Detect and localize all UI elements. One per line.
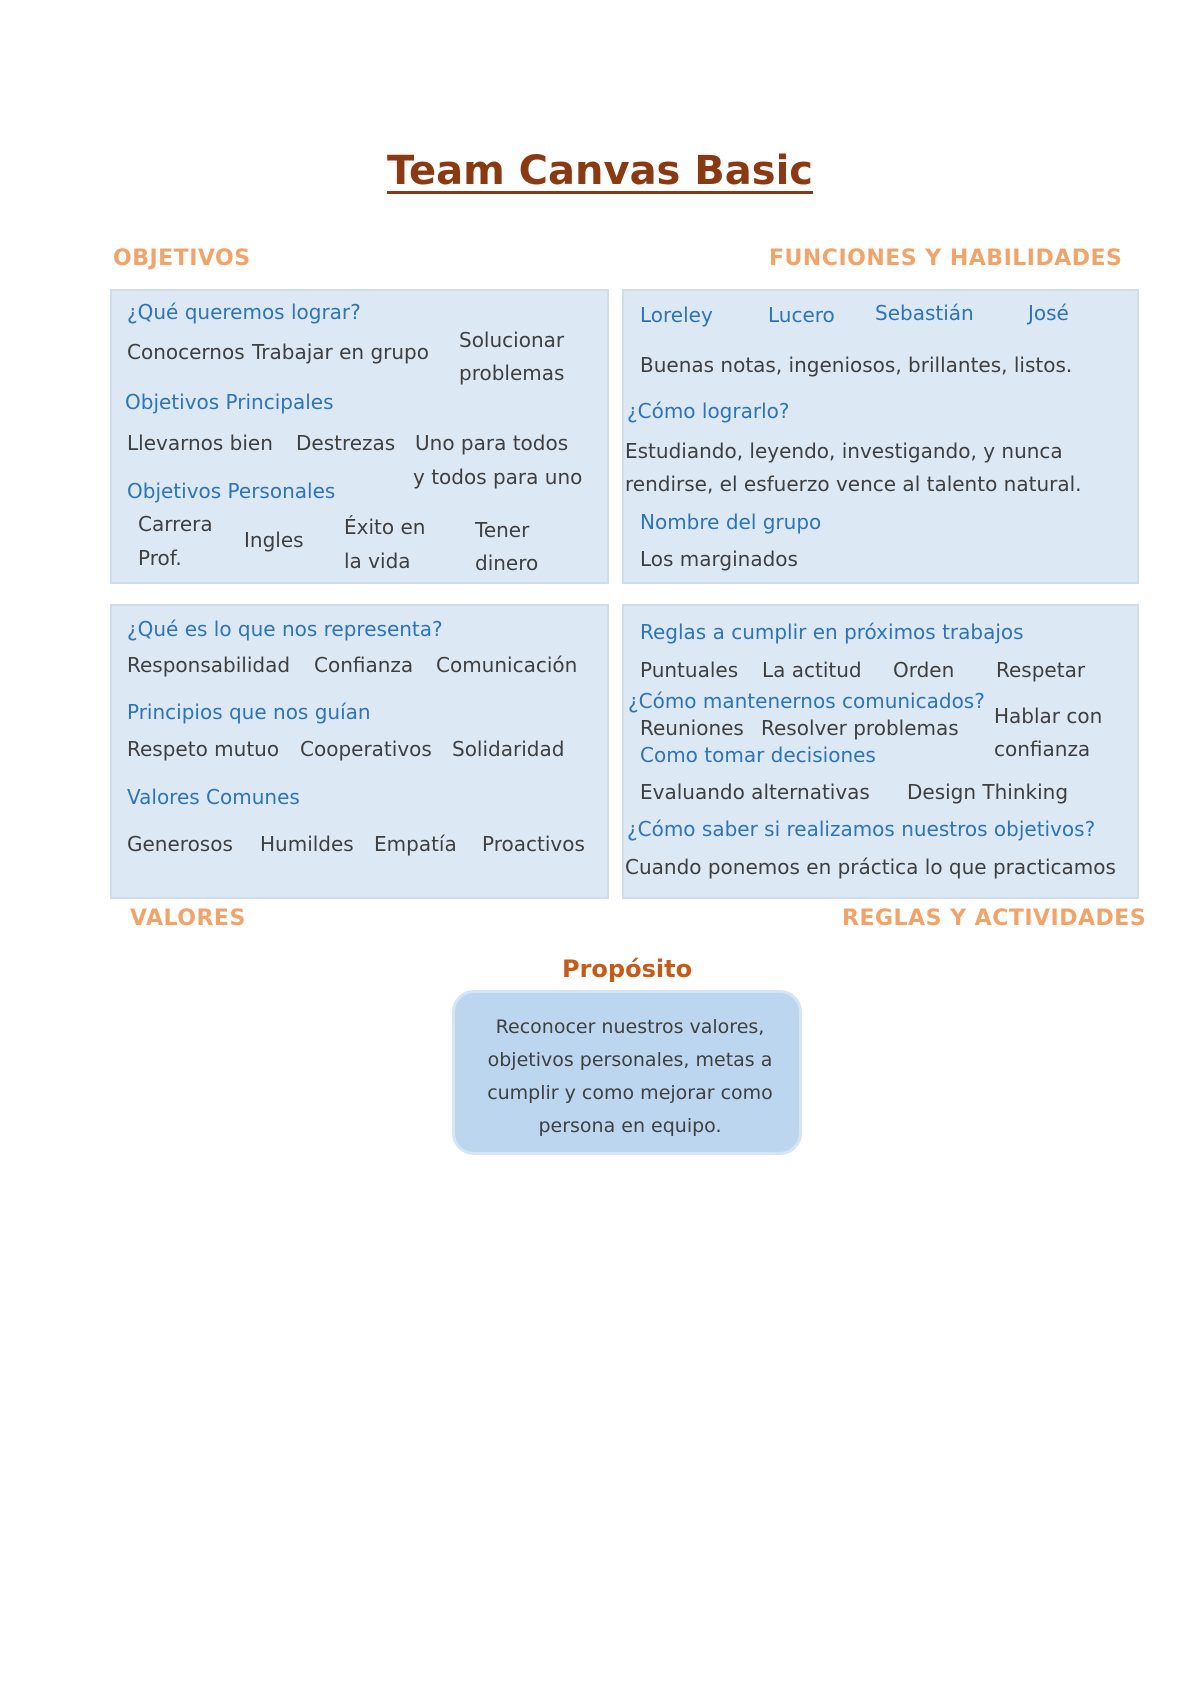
item-confianza: Confianza bbox=[314, 653, 414, 677]
panel-funciones bbox=[622, 289, 1139, 584]
item-respeto-mutuo: Respeto mutuo bbox=[127, 737, 280, 761]
item-responsabilidad: Responsabilidad bbox=[127, 653, 291, 677]
rule-la-actitud: La actitud bbox=[762, 658, 862, 682]
heading-tomar-decisiones: Como tomar decisiones bbox=[640, 743, 876, 767]
item-proactivos: Proactivos bbox=[482, 832, 585, 856]
item-cooperativos: Cooperativos bbox=[300, 737, 432, 761]
question-comunicados: ¿Cómo mantenernos comunicados? bbox=[628, 689, 985, 713]
item-comunicacion: Comunicación bbox=[436, 653, 578, 677]
purpose-box bbox=[452, 990, 802, 1155]
skills-text: Buenas notas, ingeniosos, brillantes, listos. bbox=[640, 353, 1073, 377]
question-que-queremos-lograr: ¿Qué queremos lograr? bbox=[127, 300, 361, 324]
item-humildes: Humildes bbox=[260, 832, 354, 856]
heading-reglas: Reglas a cumplir en próximos trabajos bbox=[640, 620, 1024, 644]
item-solucionar-line2: problemas bbox=[459, 361, 565, 385]
item-trabajar-en-grupo: Trabajar en grupo bbox=[252, 340, 429, 364]
item-generosos: Generosos bbox=[127, 832, 233, 856]
rule-orden: Orden bbox=[893, 658, 955, 682]
item-uno-para-todos-line2: y todos para uno bbox=[413, 465, 583, 489]
purpose-text: Reconocer nuestros valores, objetivos personales, metas a cumplir y como mejorar como persona en equipo. bbox=[487, 1016, 773, 1137]
member-lucero: Lucero bbox=[768, 303, 835, 327]
question-como-lograrlo: ¿Cómo lograrlo? bbox=[627, 399, 790, 423]
heading-nombre-del-grupo: Nombre del grupo bbox=[640, 510, 822, 534]
heading-objetivos-principales: Objetivos Principales bbox=[125, 390, 334, 414]
how-text-line2: rendirse, el esfuerzo vence al talento natural. bbox=[625, 472, 1082, 496]
item-resolver-problemas: Resolver problemas bbox=[761, 716, 959, 740]
item-empatia: Empatía bbox=[374, 832, 457, 856]
item-evaluando-alternativas: Evaluando alternativas bbox=[640, 780, 870, 804]
rule-puntuales: Puntuales bbox=[640, 658, 739, 682]
page-title: Team Canvas Basic bbox=[386, 148, 814, 194]
question-realizamos-objetivos: ¿Cómo saber si realizamos nuestros objetivos? bbox=[627, 817, 1096, 841]
how-text-line1: Estudiando, leyendo, investigando, y nunca bbox=[625, 439, 1063, 463]
group-name: Los marginados bbox=[640, 547, 798, 571]
item-solucionar-line1: Solucionar bbox=[459, 328, 565, 352]
item-tener-line1: Tener bbox=[475, 518, 530, 542]
item-reuniones: Reuniones bbox=[640, 716, 744, 740]
member-loreley: Loreley bbox=[640, 303, 713, 327]
item-exito-line2: la vida bbox=[344, 549, 411, 573]
section-label-valores: VALORES bbox=[130, 906, 246, 931]
section-label-funciones: FUNCIONES Y HABILIDADES bbox=[769, 246, 1123, 271]
item-carrera-line2: Prof. bbox=[138, 546, 182, 570]
rule-respetar: Respetar bbox=[996, 658, 1086, 682]
item-destrezas: Destrezas bbox=[296, 431, 396, 455]
heading-valores-comunes: Valores Comunes bbox=[127, 785, 300, 809]
item-conocernos: Conocernos bbox=[127, 340, 245, 364]
item-ingles: Ingles bbox=[244, 528, 304, 552]
item-hablar-con-line2: confianza bbox=[994, 737, 1091, 761]
answer-text: Cuando ponemos en práctica lo que practicamos bbox=[625, 855, 1116, 879]
heading-objetivos-personales: Objetivos Personales bbox=[127, 479, 336, 503]
item-llevarnos-bien: Llevarnos bien bbox=[127, 431, 273, 455]
question-que-nos-representa: ¿Qué es lo que nos representa? bbox=[127, 617, 443, 641]
item-carrera-line1: Carrera bbox=[138, 512, 213, 536]
member-jose: José bbox=[1028, 301, 1069, 325]
item-exito-line1: Éxito en bbox=[344, 515, 426, 539]
item-uno-para-todos-line1: Uno para todos bbox=[415, 431, 569, 455]
item-hablar-con-line1: Hablar con bbox=[994, 704, 1103, 728]
item-tener-line2: dinero bbox=[475, 551, 539, 575]
section-label-reglas: REGLAS Y ACTIVIDADES bbox=[842, 906, 1147, 931]
item-solidaridad: Solidaridad bbox=[452, 737, 565, 761]
purpose-title: Propósito bbox=[562, 955, 693, 983]
member-sebastian: Sebastián bbox=[875, 301, 974, 325]
heading-principios: Principios que nos guían bbox=[127, 700, 371, 724]
item-design-thinking: Design Thinking bbox=[907, 780, 1069, 804]
section-label-objetivos: OBJETIVOS bbox=[113, 246, 251, 271]
